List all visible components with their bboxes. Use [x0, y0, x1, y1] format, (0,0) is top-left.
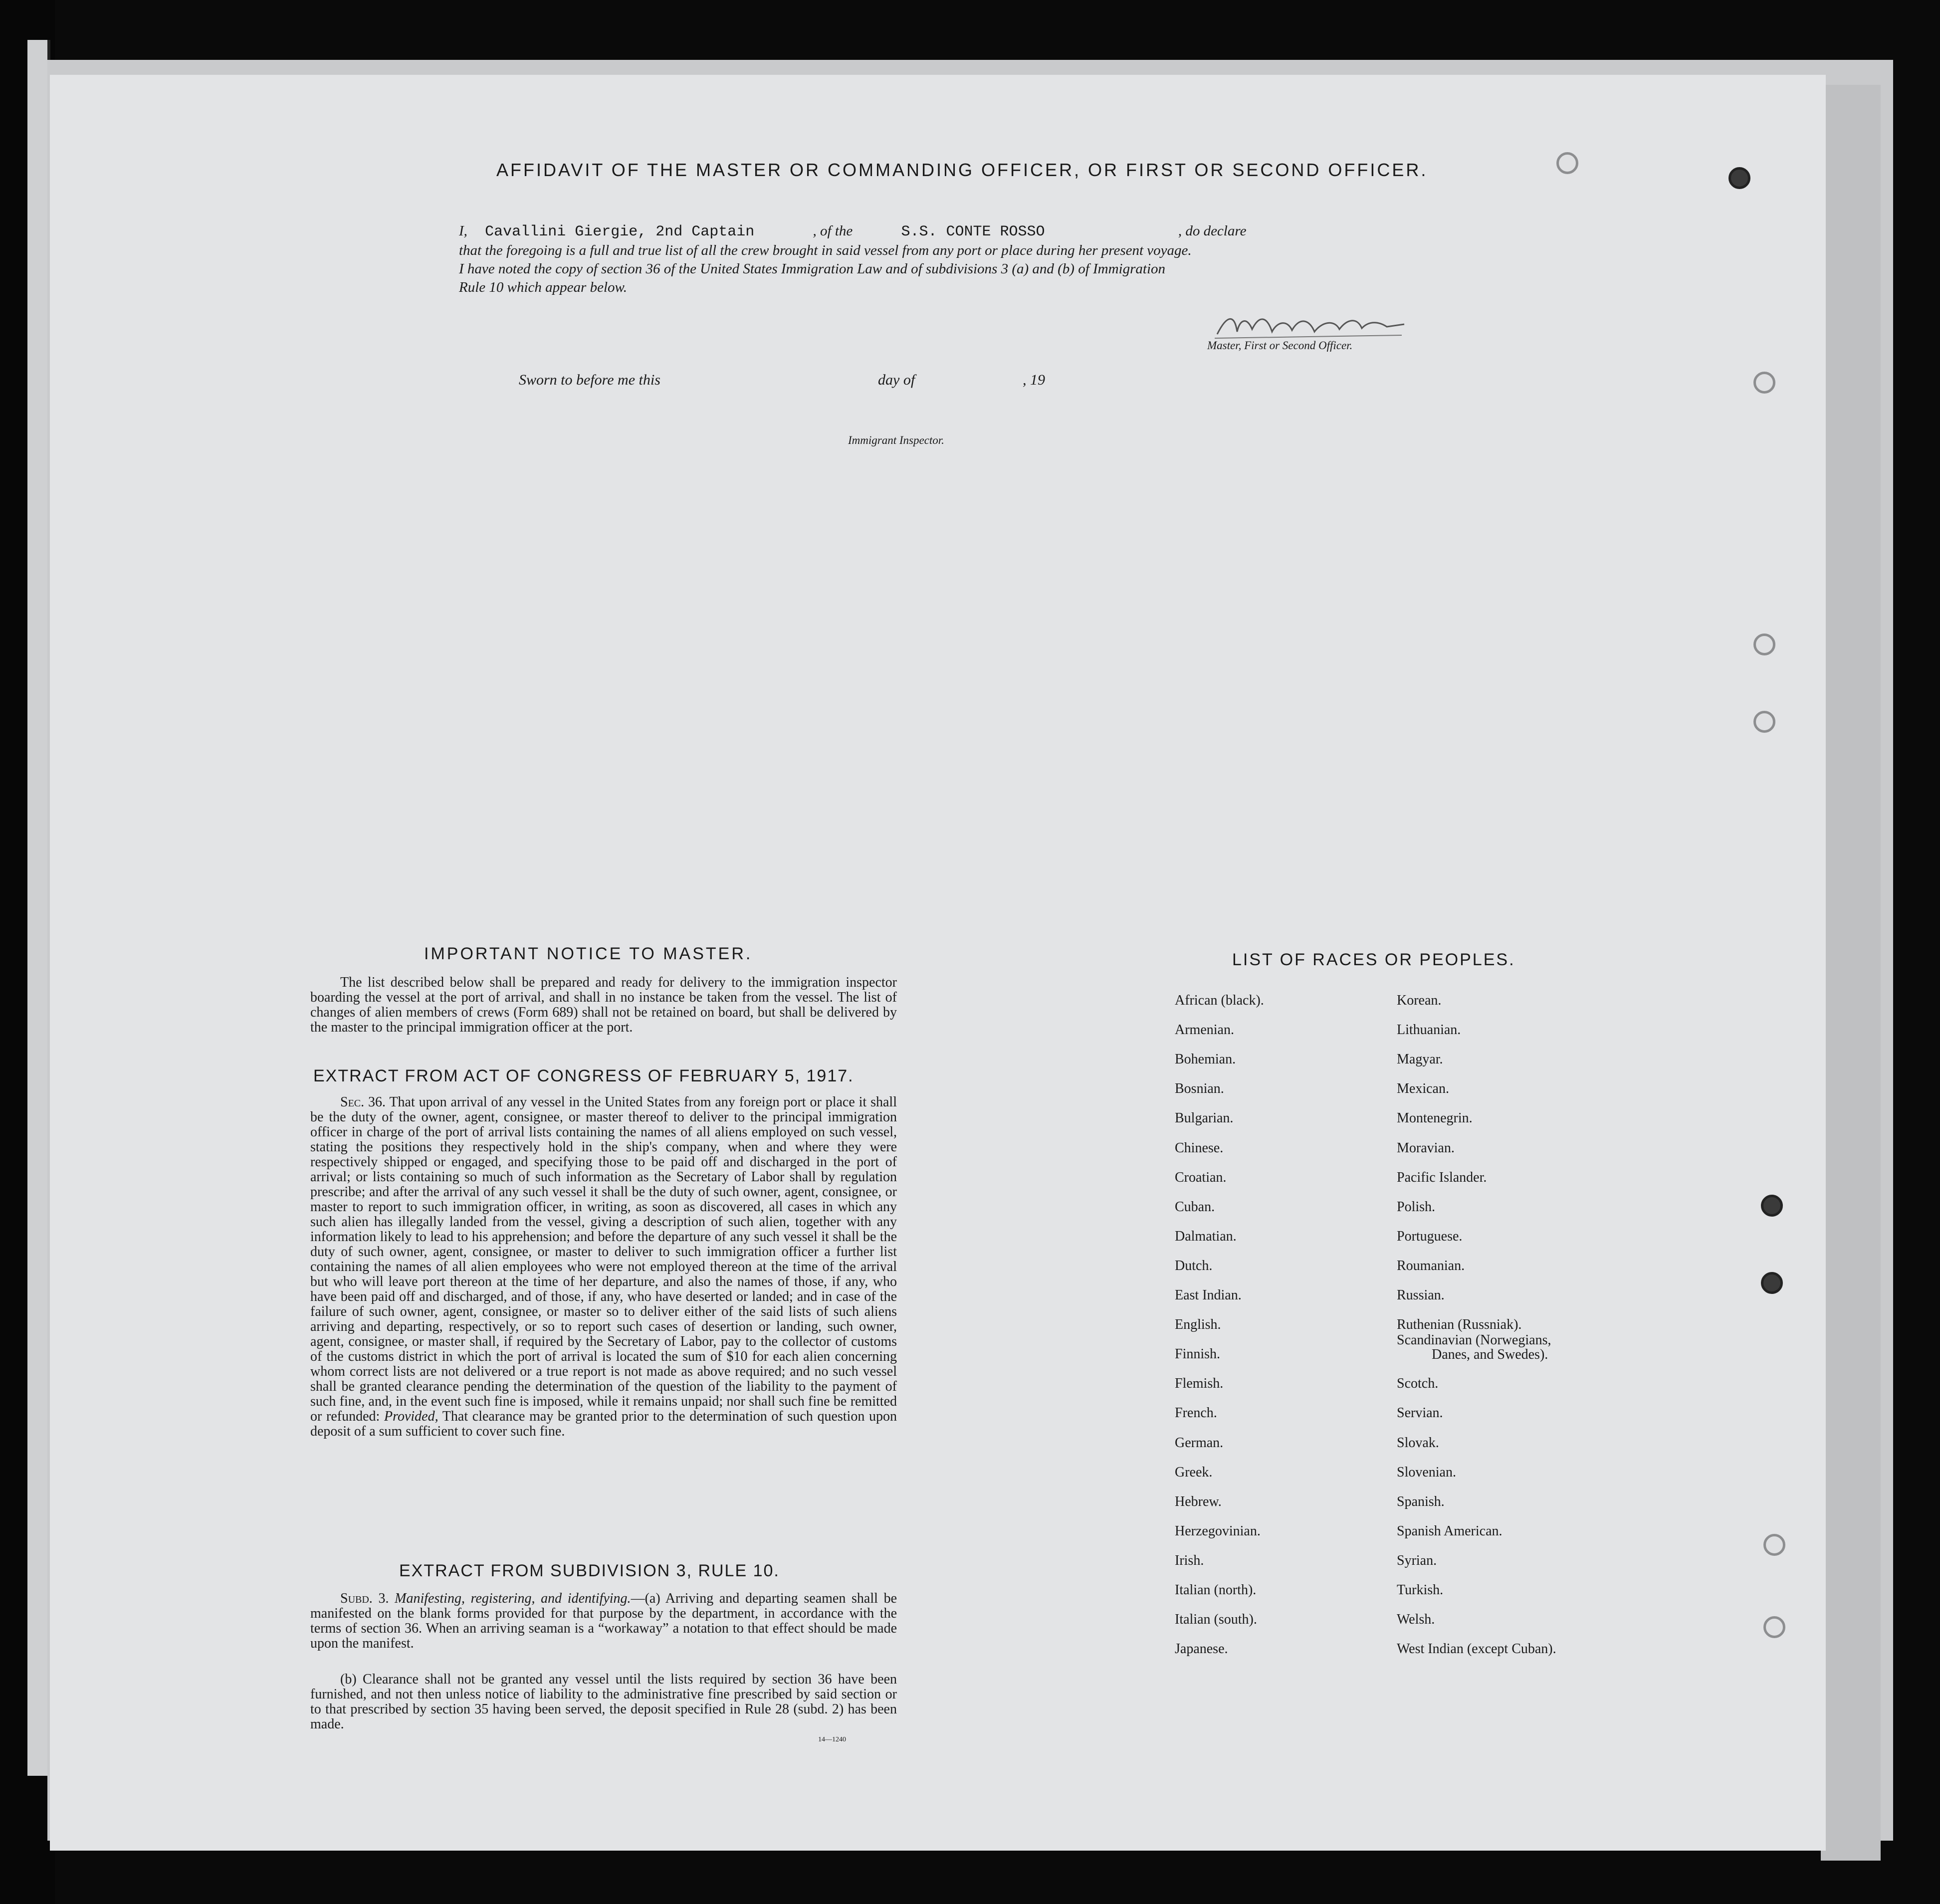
section-36-text [310, 1095, 897, 1439]
race-item: Scotch. [1397, 1376, 1439, 1391]
race-item: Slovenian. [1397, 1465, 1456, 1480]
race-item: Hebrew. [1175, 1494, 1222, 1509]
binder-hole-icon [1763, 1616, 1785, 1638]
race-item: Greek. [1175, 1465, 1213, 1480]
race-item: Flemish. [1175, 1376, 1224, 1391]
race-item: Turkish. [1397, 1582, 1444, 1598]
race-item: Bosnian. [1175, 1081, 1224, 1096]
sworn-label: Sworn to before me this [519, 372, 660, 388]
binder-hole-icon [1753, 634, 1775, 655]
race-item: Ruthenian (Russniak). [1397, 1317, 1522, 1332]
of-the-label: , of the [813, 223, 853, 239]
affidavit-body [459, 222, 1432, 297]
race-item: Bulgarian. [1175, 1110, 1234, 1126]
race-item: Portuguese. [1397, 1229, 1463, 1244]
race-item: Slovak. [1397, 1435, 1439, 1451]
binder-hole-icon [1556, 152, 1578, 174]
section-text-part-2: That clearance may be granted prior to the determination of such question upon deposit of a sum sufficient to cover such fine. [310, 1409, 897, 1439]
binder-hole-icon [1761, 1195, 1783, 1217]
affidavit-line-4: Rule 10 which appear below. [459, 279, 627, 295]
provided-word: Provided, [384, 1409, 438, 1424]
race-item: Bohemian. [1175, 1052, 1236, 1067]
affidavit-i: I, [459, 223, 467, 239]
section-text-part-1: That upon arrival of any vessel in the United States from any foreign port or place it shall be the duty of the owner, agent, consignee, or master thereof to deliver to the principal immigration officer in charge of the port of arrival lists containing the names of all aliens employed on such vessel, stating the positions they respectively hold in the ship's company, when and where they were respectively shipped or engaged, and specifying those to be paid off and discharged in the port of arrival; or lists containing so much of such information as the Secretary of Labor shall by regulation prescribe; and after the arrival of any such vessel it shall be the duty of such owner, agent, consignee, or master to report to such immigration officer, in writing, as soon as discovered, all cases in which any such alien has illegally landed from the vessel, giving a description of such alien, together with any information likely to lead to his apprehension; and before the departure of any such vessel it shall be the duty of such owner, agent, consignee, or master to deliver to such immigration officer a further list containing the names of all alien employees who were not employed thereon at the time of the arrival but who will leave port thereon at the time of her departure, and also the names of those, if any, who have been paid off and discharged, and of those, if any, who have deserted or landed; and in case of the failure of such owner, agent, consignee, or master so to deliver either of the said lists of such aliens arriving and departing, respectively, or so to report such cases of desertion or landing, such owner, agent, consignee, or master shall, if required by the Secretary of Labor, pay to the collector of customs of the customs district in which the port of arrival is located the sum of $10 for each alien concerning whom correct lists are not delivered or a true report is not made as above required; and no such vessel shall be granted clearance pending the determination of the question of the liability to the payment of such fine, and, in the event such fine is imposed, while it remains unpaid; nor shall such fine be remitted or refunded: [310, 1094, 897, 1424]
race-item: West Indian (except Cuban). [1397, 1641, 1556, 1657]
race-item: Italian (north). [1175, 1582, 1257, 1598]
binder-hole-icon [1763, 1534, 1785, 1556]
race-item: Scandinavian (Norwegians, [1397, 1332, 1551, 1348]
subdivision-b-text: (b) Clearance shall not be granted any vessel until the lists required by section 36 have been furnished, and not then unless notice of liability to the administrative fine prescribed by said section or to that prescribed by section 35 having been served, the deposit specified in Rule 28 (subd. 2) has been made. [310, 1672, 897, 1732]
day-of-label: day of [878, 372, 915, 388]
do-declare-label: , do declare [1178, 223, 1247, 239]
race-item: Polish. [1397, 1199, 1436, 1215]
race-item: Spanish American. [1397, 1523, 1503, 1539]
race-item: Syrian. [1397, 1553, 1437, 1568]
race-item: German. [1175, 1435, 1224, 1451]
race-item: Mexican. [1397, 1081, 1449, 1096]
race-item: Lithuanian. [1397, 1022, 1461, 1038]
subd-a-body: —(a) Arriving and departing seamen shall be manifested on the blank forms provided for that purpose by the department, in accordance with the terms of section 36. When an arriving seaman is a “workaway” a notation to that effect should be made upon the manifest. [310, 1591, 897, 1651]
act-title: EXTRACT FROM ACT OF CONGRESS OF FEBRUARY 5, 1917. [313, 1066, 854, 1085]
race-item: Japanese. [1175, 1641, 1228, 1657]
affidavit-line-1 [459, 222, 1432, 241]
subd-heading: Manifesting, registering, and identifying. [395, 1591, 631, 1606]
race-item: Chinese. [1175, 1140, 1224, 1156]
race-item: French. [1175, 1405, 1217, 1421]
race-item: Dutch. [1175, 1258, 1213, 1273]
section-label: Sec. 36. [340, 1094, 386, 1110]
race-item: Russian. [1397, 1287, 1445, 1303]
officer-name-field: Cavallini Giergie, 2nd Captain [485, 223, 755, 240]
race-item: Magyar. [1397, 1052, 1443, 1067]
race-item: Irish. [1175, 1553, 1204, 1568]
vessel-name-field: S.S. CONTE ROSSO [901, 223, 1045, 240]
rule10-title: EXTRACT FROM SUBDIVISION 3, RULE 10. [399, 1561, 780, 1580]
binder-hole-icon [1761, 1272, 1783, 1294]
form-number: 14—1240 [818, 1736, 846, 1743]
binder-hole-icon [1728, 167, 1750, 189]
sworn-line [519, 372, 1117, 389]
race-item: English. [1175, 1317, 1221, 1332]
race-item: Servian. [1397, 1405, 1443, 1421]
race-item: Herzegovinian. [1175, 1523, 1261, 1539]
race-item: Roumanian. [1397, 1258, 1465, 1273]
race-item: Italian (south). [1175, 1612, 1257, 1627]
affidavit-title: AFFIDAVIT OF THE MASTER OR COMMANDING OFFICER, OR FIRST OR SECOND OFFICER. [496, 160, 1428, 180]
race-item: Montenegrin. [1397, 1110, 1473, 1126]
race-item: East Indian. [1175, 1287, 1242, 1303]
subd-label: Subd. 3. [340, 1591, 389, 1606]
race-item: Korean. [1397, 993, 1442, 1008]
notice-body: The list described below shall be prepared and ready for delivery to the immigration inspector boarding the vessel at the port of arrival, and shall in no instance be taken from the vessel. The list of changes of alien members of crews (Form 689) shall not be retained on board, but shall be delivered by the master to the principal immigration officer at the port. [310, 975, 897, 1035]
race-item: Armenian. [1175, 1022, 1234, 1038]
race-item: Spanish. [1397, 1494, 1445, 1509]
signature-caption: Master, First or Second Officer. [1207, 339, 1353, 352]
binder-hole-icon [1753, 711, 1775, 733]
affidavit-line-2: that the foregoing is a full and true list of all the crew brought in said vessel from any port or place during her present voyage. [459, 242, 1192, 258]
race-item: African (black). [1175, 993, 1264, 1008]
page-edge [1821, 85, 1881, 1861]
race-item: Finnish. [1175, 1346, 1221, 1362]
race-item: Pacific Islander. [1397, 1170, 1487, 1185]
race-item: Moravian. [1397, 1140, 1455, 1156]
races-title: LIST OF RACES OR PEOPLES. [1232, 950, 1515, 969]
inspector-caption: Immigrant Inspector. [848, 434, 944, 446]
race-item: Welsh. [1397, 1612, 1435, 1627]
affidavit-line-3: I have noted the copy of section 36 of the United States Immigration Law and of subdivisions 3 (a) and (b) of Immigration [459, 261, 1166, 277]
race-item: Dalmatian. [1175, 1229, 1237, 1244]
race-item: Danes, and Swedes). [1432, 1347, 1548, 1362]
race-item: Cuban. [1175, 1199, 1215, 1215]
race-item: Croatian. [1175, 1170, 1227, 1185]
year-label: , 19 [1023, 372, 1045, 388]
notice-title: IMPORTANT NOTICE TO MASTER. [424, 944, 753, 963]
binder-hole-icon [1753, 372, 1775, 394]
subdivision-a-text [310, 1591, 897, 1651]
